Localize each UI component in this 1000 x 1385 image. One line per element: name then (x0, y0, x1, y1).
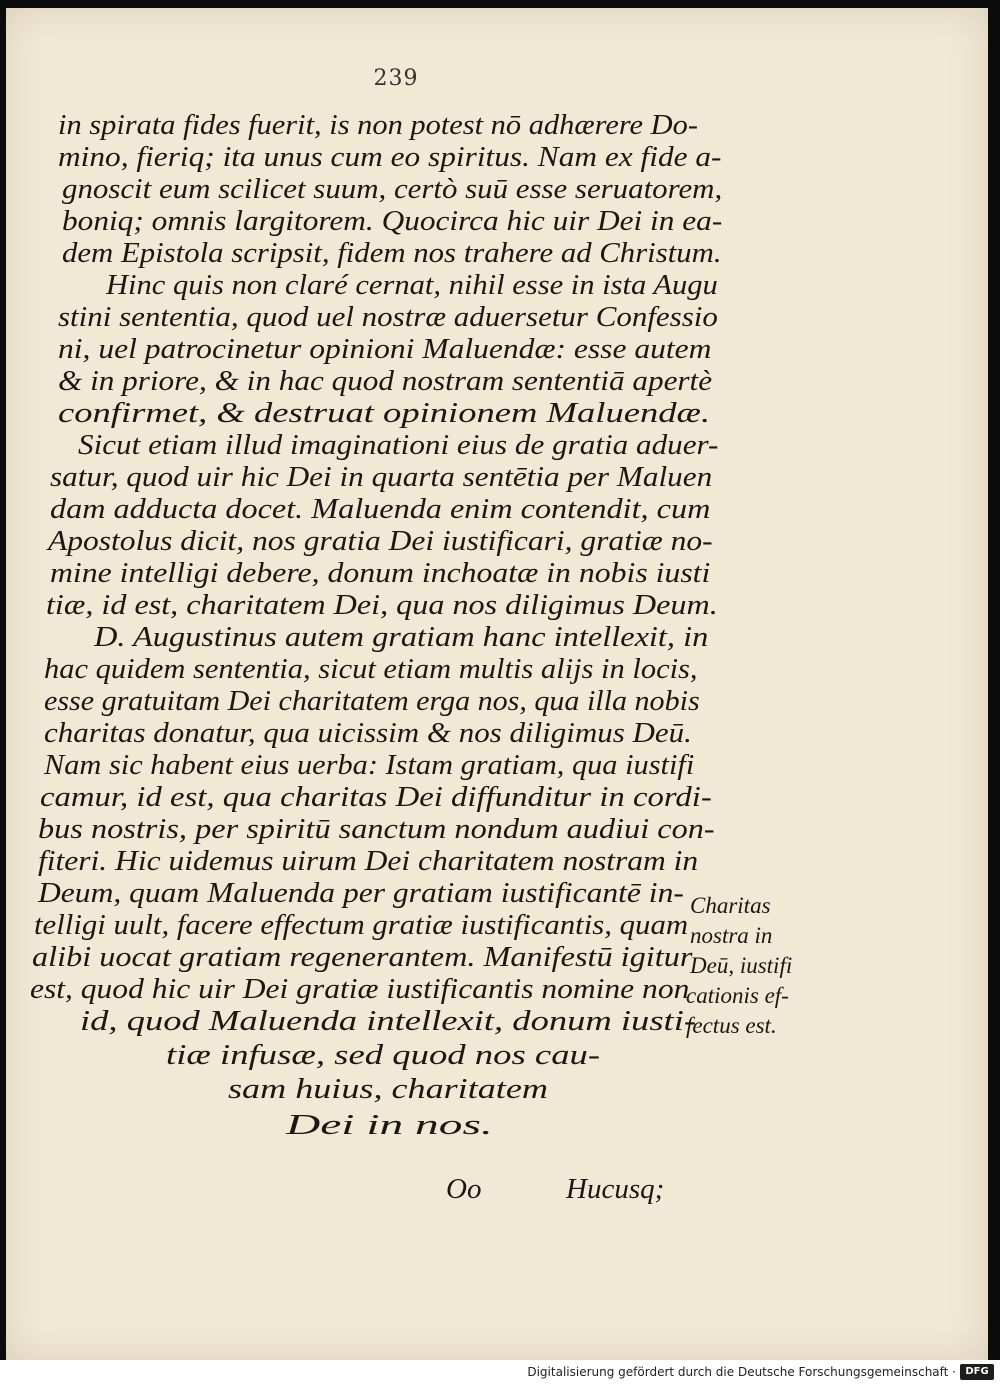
text-line: mine intelligi debere, donum inchoatæ in nobis iusti (50, 557, 711, 589)
text-line: Nam sic habent eius uerba: Istam gratiam, qua iustifi (44, 749, 695, 781)
text-line: D. Augustinus autem gratiam hanc intellexit, in (94, 621, 709, 653)
text-line: tiæ infusæ, sed quod nos cau- (166, 1039, 601, 1071)
book-page (6, 8, 988, 1360)
text-line: alibi uocat gratiam regenerantem. Manifestū igitur (32, 941, 693, 973)
text-line: hac quidem sententia, sicut etiam multis alijs in locis, (44, 653, 698, 685)
funding-notice: Digitalisierung gefördert durch die Deutsche Forschungsgemeinschaft · (527, 1365, 956, 1379)
footer-bar (0, 1360, 1000, 1385)
text-line: Hinc quis non claré cernat, nihil esse in ista Augu (106, 269, 718, 301)
text-line: Deum, quam Maluenda per gratiam iustificantē in- (38, 877, 684, 909)
margin-note-line: fectus est. (686, 1013, 777, 1038)
page-number: 239 (373, 66, 419, 91)
text-line: esse gratuitam Dei charitatem erga nos, qua illa nobis (44, 685, 700, 717)
text-line: dem Epistola scripsit, fidem nos trahere ad Christum. (62, 237, 722, 269)
text-line: ni, uel patrocinetur opinioni Maluendæ: esse autem (58, 333, 712, 365)
margin-note-line: Deū, iustifi (690, 953, 793, 978)
dfg-logo: DFG (960, 1364, 994, 1380)
text-line: boniq; omnis largitorem. Quocirca hic uir Dei in ea- (62, 205, 723, 237)
text-line: charitas donatur, qua uicissim & nos diligimus Deū. (44, 717, 692, 749)
signature-mark: Oo (446, 1173, 482, 1205)
text-line: tiæ, id est, charitatem Dei, qua nos diligimus Deum. (46, 589, 718, 621)
text-line: gnoscit eum scilicet suum, certò suū esse seruatorem, (62, 173, 723, 205)
text-line: mino, fieriq; ita unus cum eo spiritus. Nam ex fide a- (58, 141, 722, 173)
margin-note-line: nostra in (690, 923, 773, 948)
text-line: telligi uult, facere effectum gratiæ iustificantis, quam (34, 909, 689, 941)
text-line: sam huius, charitatem (228, 1073, 548, 1105)
text-line: in spirata fides fuerit, is non potest nō adhærere Do- (58, 109, 698, 141)
text-line: bus nostris, per spiritū sanctum nondum audiui con- (38, 813, 715, 845)
text-line: stini sententia, quod uel nostræ aduersetur Confessio (58, 301, 718, 333)
text-line: confirmet, & destruat opinionem Maluendæ. (58, 397, 711, 429)
text-line: satur, quod uir hic Dei in quarta sentētia per Maluen (50, 461, 713, 493)
text-line: est, quod hic uir Dei gratiæ iustificantis nomine non (30, 973, 690, 1005)
text-line: id, quod Maluenda intellexit, donum iusti- (80, 1005, 697, 1037)
text-line: Dei in nos. (286, 1109, 493, 1141)
margin-note-line: cationis ef- (686, 983, 789, 1008)
text-line: Sicut etiam illud imaginationi eius de gratia aduer- (78, 429, 719, 461)
margin-note-line: Charitas (690, 893, 771, 918)
catchword: Hucusq; (566, 1173, 665, 1205)
text-line: & in priore, & in hac quod nostram sententiā apertè (58, 365, 713, 397)
text-line: fiteri. Hic uidemus uirum Dei charitatem nostram in (38, 845, 699, 877)
text-line: dam adducta docet. Maluenda enim contendit, cum (50, 493, 711, 525)
text-line: camur, id est, qua charitas Dei diffunditur in cordi- (40, 781, 712, 813)
text-line: Apostolus dicit, nos gratia Dei iustificari, gratiæ no- (48, 525, 713, 557)
